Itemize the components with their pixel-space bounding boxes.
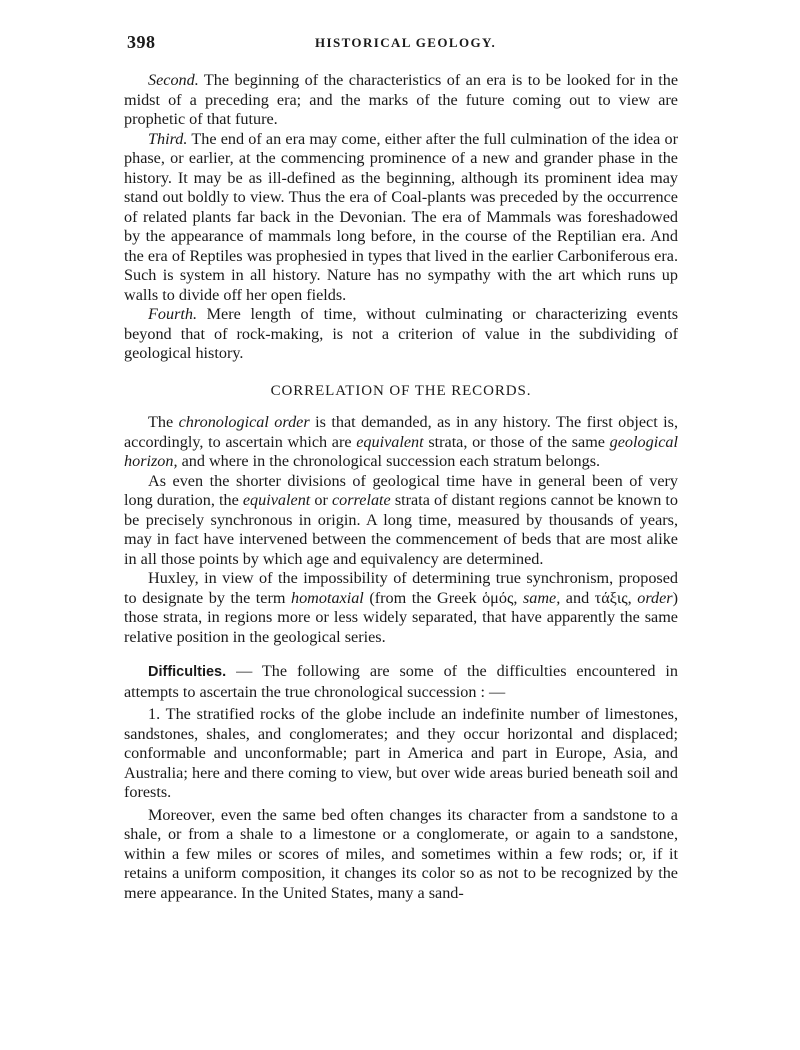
- paragraph-item-1: 1. The stratified rocks of the globe include an indefinite number of limestones, sandstones, shales, and conglomerates; and they occur horizontal and displaced; conformable and unconformable; part in America and part in Europe, Asia, and Australia; here and there coming to view, but over wide areas buried beneath soil and forests.: [124, 705, 678, 801]
- page-number: 398: [127, 32, 156, 52]
- text-run: and where in the chronological succession each stratum belongs.: [177, 452, 601, 470]
- paragraph-difficulties: [124, 662, 678, 702]
- text-second: The beginning of the characteristics of an era is to be looked for in the midst of a preceding era; and the marks of the future coming out to view are prophetic of that future.: [124, 71, 678, 128]
- section-heading: CORRELATION OF THE RECORDS.: [270, 382, 532, 399]
- text-run: Huxley, in view of the impossibility of determining true synchronism, proposed to designate by the term: [124, 569, 678, 607]
- paragraph-fourth: [124, 305, 678, 364]
- italic-term: order: [637, 588, 673, 607]
- italic-term: homotaxial: [290, 588, 364, 607]
- text-run: ) those strata, in regions more or less widely separated, that have apparently the same relative position in the geological series.: [124, 588, 678, 646]
- paragraph-chronological-order: [124, 413, 678, 472]
- paragraph-third: [124, 130, 678, 306]
- running-title: HISTORICAL GEOLOGY.: [315, 35, 497, 50]
- italic-term: same,: [522, 588, 561, 607]
- italic-term: correlate: [331, 491, 391, 509]
- text-run: is that demanded, as in any history. The first object is, accordingly, to ascertain which are: [124, 413, 678, 451]
- text-run: or: [310, 491, 332, 509]
- italic-term: chronological order: [178, 413, 310, 431]
- text-run: As even the shorter divisions of geological time have in general been of very long duration, the: [124, 471, 678, 509]
- italic-term: equivalent: [356, 432, 424, 451]
- text-run: (from the Greek ὁμός,: [363, 588, 523, 607]
- italic-term: geological horizon,: [124, 432, 678, 470]
- running-head: [127, 32, 680, 54]
- text-run: and τάξις,: [560, 588, 638, 607]
- text-run: The: [148, 413, 179, 431]
- text-third: The end of an era may come, either after the full culmination of the idea or phase, or earlier, at the commencing prominence of a new and grander phase in the history. It may be as ill-defined as the beginning, although its prominent idea may stand out boldly to view. Thus the era of Coal-plants was preceded by the occurrence of related plants far back in the Devonian. The era of Mammals was foreshadowed by the appearance of mammals long before, in the course of the Reptilian era. And the era of Reptiles was prophesied in types that lived in the earlier Carboniferous era. Such is system in all history. Nature has no sympathy with the art which runs up walls to divide off her open fields.: [124, 129, 678, 304]
- lead-difficulties: Difficulties.: [148, 664, 227, 680]
- lead-fourth: Fourth.: [148, 305, 198, 323]
- paragraph-huxley: [124, 569, 678, 647]
- paragraph-equivalent-strata: [124, 472, 678, 570]
- text-fourth: Mere length of time, without culminating or characterizing events beyond that of rock-making, is not a criterion of value in the subdividing of geological history.: [124, 305, 678, 362]
- section-spacer: [124, 647, 678, 662]
- text-run: strata of distant regions cannot be known to be precisely synchronous in origin. A long time, measured by thousands of years, may in fact have intervened between the commencement of beds that are most alike in all those points by which age and equivalency are determined.: [124, 491, 679, 568]
- paragraph-second: [124, 71, 678, 130]
- text-run: strata, or those of the same: [423, 432, 610, 451]
- paragraph-moreover: Moreover, even the same bed often changes its character from a sandstone to a shale, or from a shale to a limestone or a conglomerate, or again to a sandstone, within a few miles or scores of miles, and sometimes within a few rods; or, if it retains a uniform composition, it changes its color so as not to be recognized by the mere appearance. In the United States, many a sand-: [124, 805, 678, 902]
- body-text: [124, 71, 678, 903]
- text-difficulties: — The following are some of the difficulties encountered in attempts to ascertain the true chronological succession : —: [124, 662, 678, 701]
- italic-term: equivalent: [242, 491, 311, 509]
- lead-third: Third.: [148, 129, 188, 148]
- lead-second: Second.: [148, 71, 199, 89]
